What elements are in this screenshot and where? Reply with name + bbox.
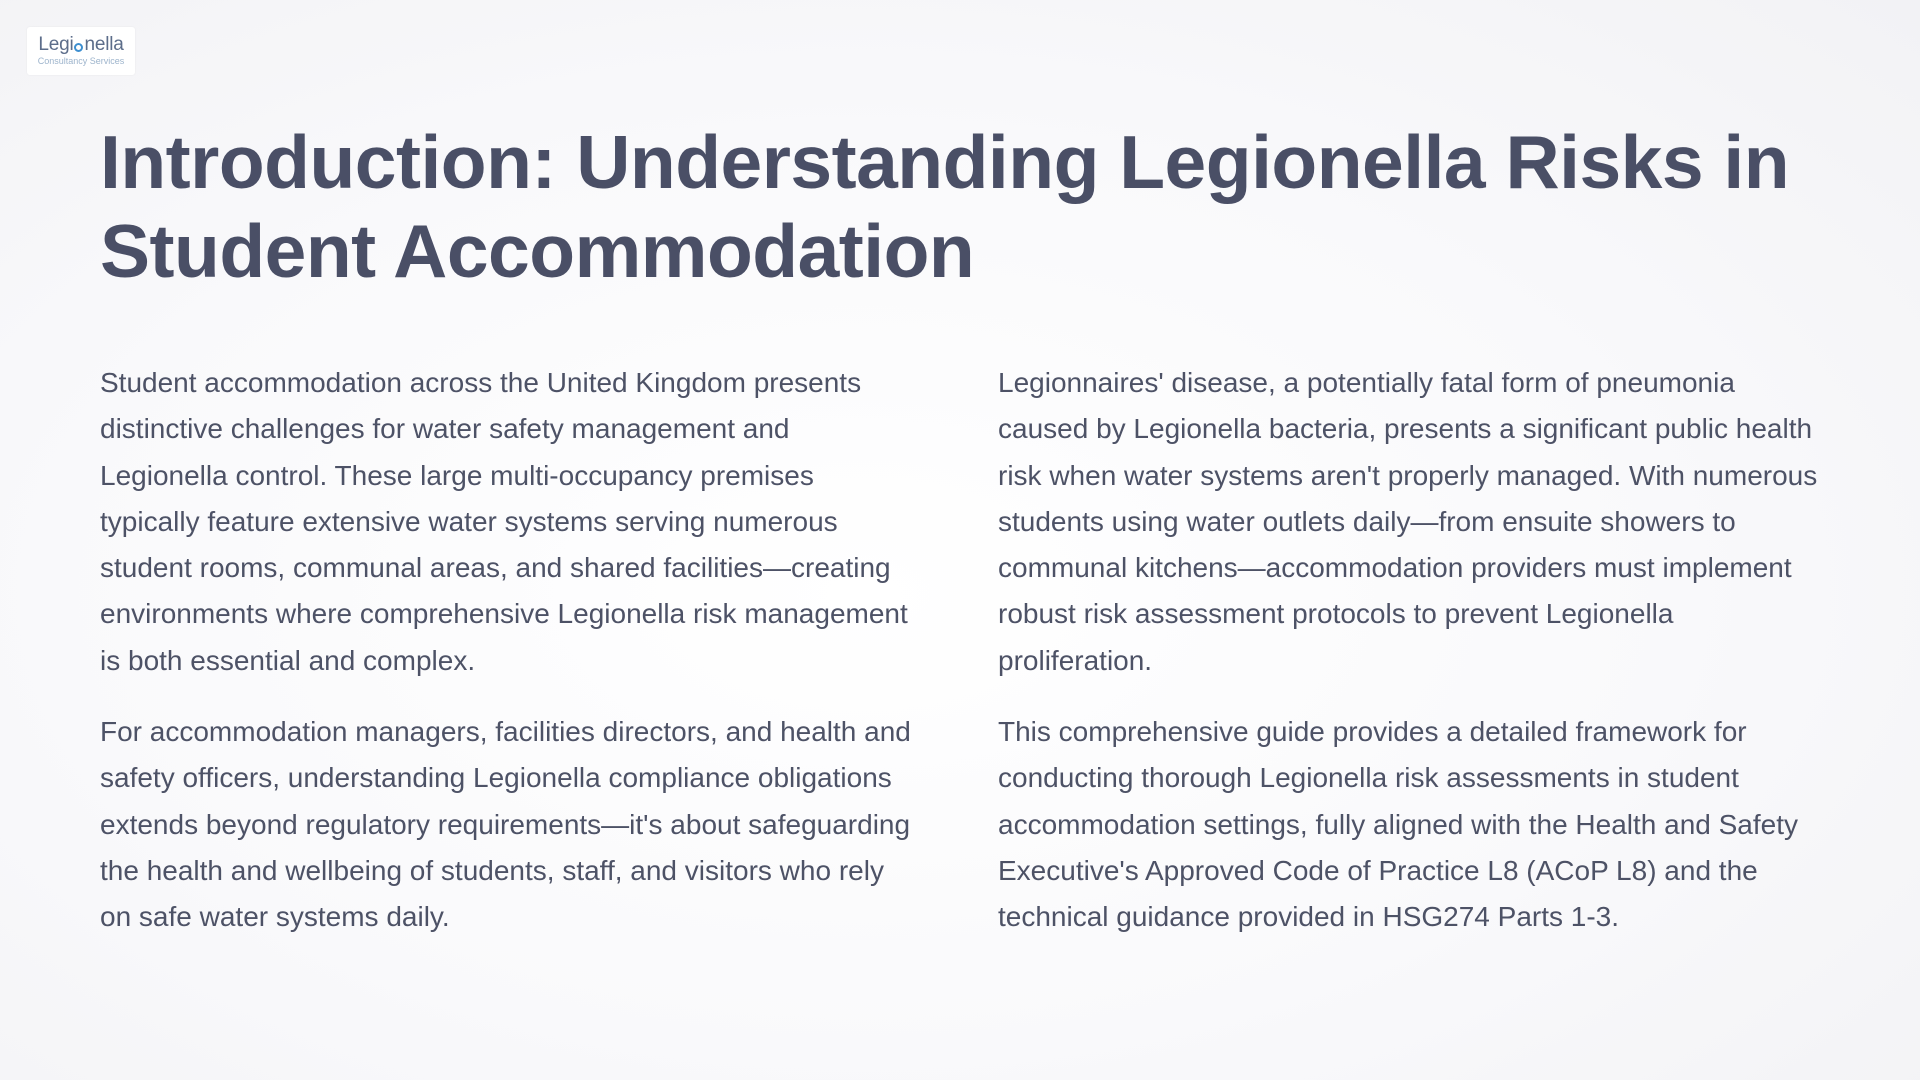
logo-wordmark <box>38 35 123 55</box>
logo-tagline: Consultancy Services <box>37 56 125 66</box>
right-column <box>998 360 1818 966</box>
company-logo <box>27 27 135 75</box>
left-column <box>100 360 920 966</box>
logo-name-start: Legi <box>38 34 74 55</box>
page-title: Introduction: Understanding Legionella Risks in Student Accommodation <box>100 120 1790 293</box>
left-paragraph-2: For accommodation managers, facilities directors, and health and safety officers, understanding Legionella compliance obligations extends beyond regulatory requirements—it's about safeguarding the health and wellbeing of students, staff, and visitors who rely on safe water systems daily. <box>100 716 911 933</box>
left-paragraph-1: Student accommodation across the United Kingdom presents distinctive challenges for water safety management and Legionella control. These large multi-occupancy premises typically feature extensive water systems serving numerous student rooms, communal areas, and shared facilities—creating environments where comprehensive Legionella risk management is both essential and complex. <box>100 367 908 676</box>
right-paragraph-1: Legionnaires' disease, a potentially fatal form of pneumonia caused by Legionella bacteria, presents a significant public health risk when water systems aren't properly managed. With numerous students using water outlets daily—from ensuite showers to communal kitchens—accommodation providers must implement robust risk assessment protocols to prevent Legionella proliferation. <box>998 367 1818 676</box>
right-paragraph-2: This comprehensive guide provides a detailed framework for conducting thorough Legionella risk assessments in student accommodation settings, fully aligned with the Health and Safety Executive's Approved Code of Practice L8 (ACoP L8) and the technical guidance provided in HSG274 Parts 1-3. <box>998 716 1799 933</box>
logo-name-end: nella <box>84 34 124 55</box>
body-columns <box>100 360 1820 966</box>
logo-droplet-icon <box>74 43 83 52</box>
